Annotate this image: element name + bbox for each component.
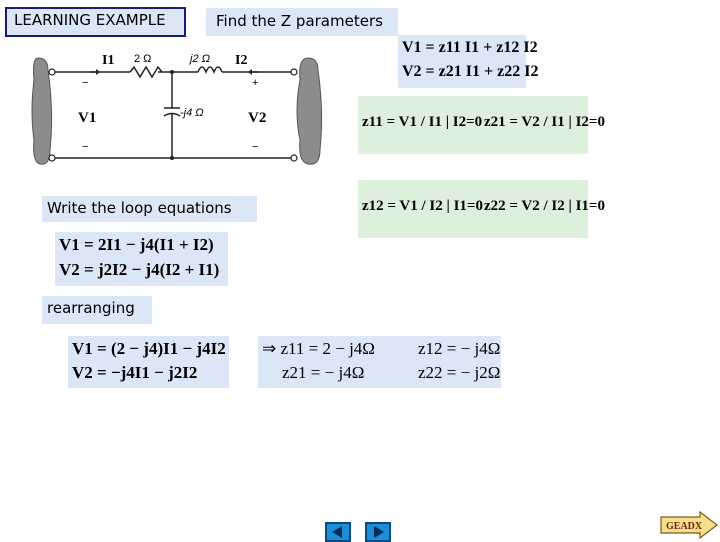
next-arrow-icon (367, 524, 389, 540)
loop-equations-text: Write the loop equations (47, 199, 232, 217)
result-z22: z22 = − j2Ω (418, 363, 501, 382)
z22-definition: z22 = V2 / I2 | I1=0 (484, 198, 605, 214)
page-title (5, 7, 186, 37)
label-minus-left: − (82, 141, 89, 153)
label-minus-left-top: − (82, 77, 89, 89)
rearranging-text: rearranging (47, 299, 135, 317)
resistor-2ohm (130, 67, 162, 77)
result-z21: z21 = − j4Ω (282, 363, 365, 382)
task-label (206, 8, 398, 36)
loop-equation-1: V1 = 2I1 − j4(I1 + I2) (59, 235, 214, 254)
label-i1: I1 (102, 53, 115, 68)
z12-z22-definition (358, 180, 605, 238)
previous-arrow-icon (327, 524, 349, 540)
label-plus-right: + (252, 77, 259, 89)
zparam-definition (398, 35, 539, 88)
label-v2: V2 (248, 110, 267, 126)
rearranged-equation-1: V1 = (2 − j4)I1 − j4I2 (72, 339, 226, 358)
label-v1: V1 (78, 110, 97, 126)
rearranging-label (42, 296, 152, 324)
result-z11: ⇒ z11 = 2 − j4Ω (262, 339, 375, 358)
definition-line-2: V2 = z21 I1 + z22 I2 (402, 63, 539, 80)
loop-equations (55, 232, 228, 286)
z-parameter-results (258, 336, 501, 388)
rearranged-equations (68, 336, 229, 388)
right-port-shape (297, 58, 322, 164)
result-z12: z12 = − j4Ω (418, 339, 501, 358)
z21-definition: z21 = V2 / I1 | I2=0 (484, 114, 605, 130)
label-minus-right: − (252, 141, 259, 153)
current-arrow-i2 (248, 69, 252, 75)
rearranged-equation-2: V2 = −j4I1 − j2I2 (72, 363, 198, 382)
z12-definition: z12 = V1 / I2 | I1=0 (362, 198, 483, 214)
loop-equations-label (42, 196, 257, 222)
inductor-j2 (198, 67, 222, 72)
label-i2: I2 (235, 53, 248, 68)
loop-equation-2: V2 = j2I2 − j4(I2 + I1) (59, 260, 220, 279)
previous-button[interactable] (325, 522, 351, 542)
label-l1: j2 Ω (190, 53, 210, 65)
logo-text: GEADX (666, 521, 703, 532)
z11-definition: z11 = V1 / I1 | I2=0 (362, 114, 483, 130)
two-port-circuit (30, 50, 330, 175)
page-title-text: LEARNING EXAMPLE (14, 11, 166, 29)
current-arrow-i1 (96, 69, 100, 75)
definition-line-1: V1 = z11 I1 + z12 I2 (402, 39, 538, 56)
label-cap: -j4 Ω (180, 107, 204, 119)
label-r1: 2 Ω (134, 53, 152, 65)
z11-z21-definition (358, 96, 605, 154)
task-text: Find the Z parameters (216, 12, 383, 30)
next-button[interactable] (365, 522, 391, 542)
logo-arrow[interactable] (660, 511, 718, 539)
left-port-shape (32, 58, 52, 164)
